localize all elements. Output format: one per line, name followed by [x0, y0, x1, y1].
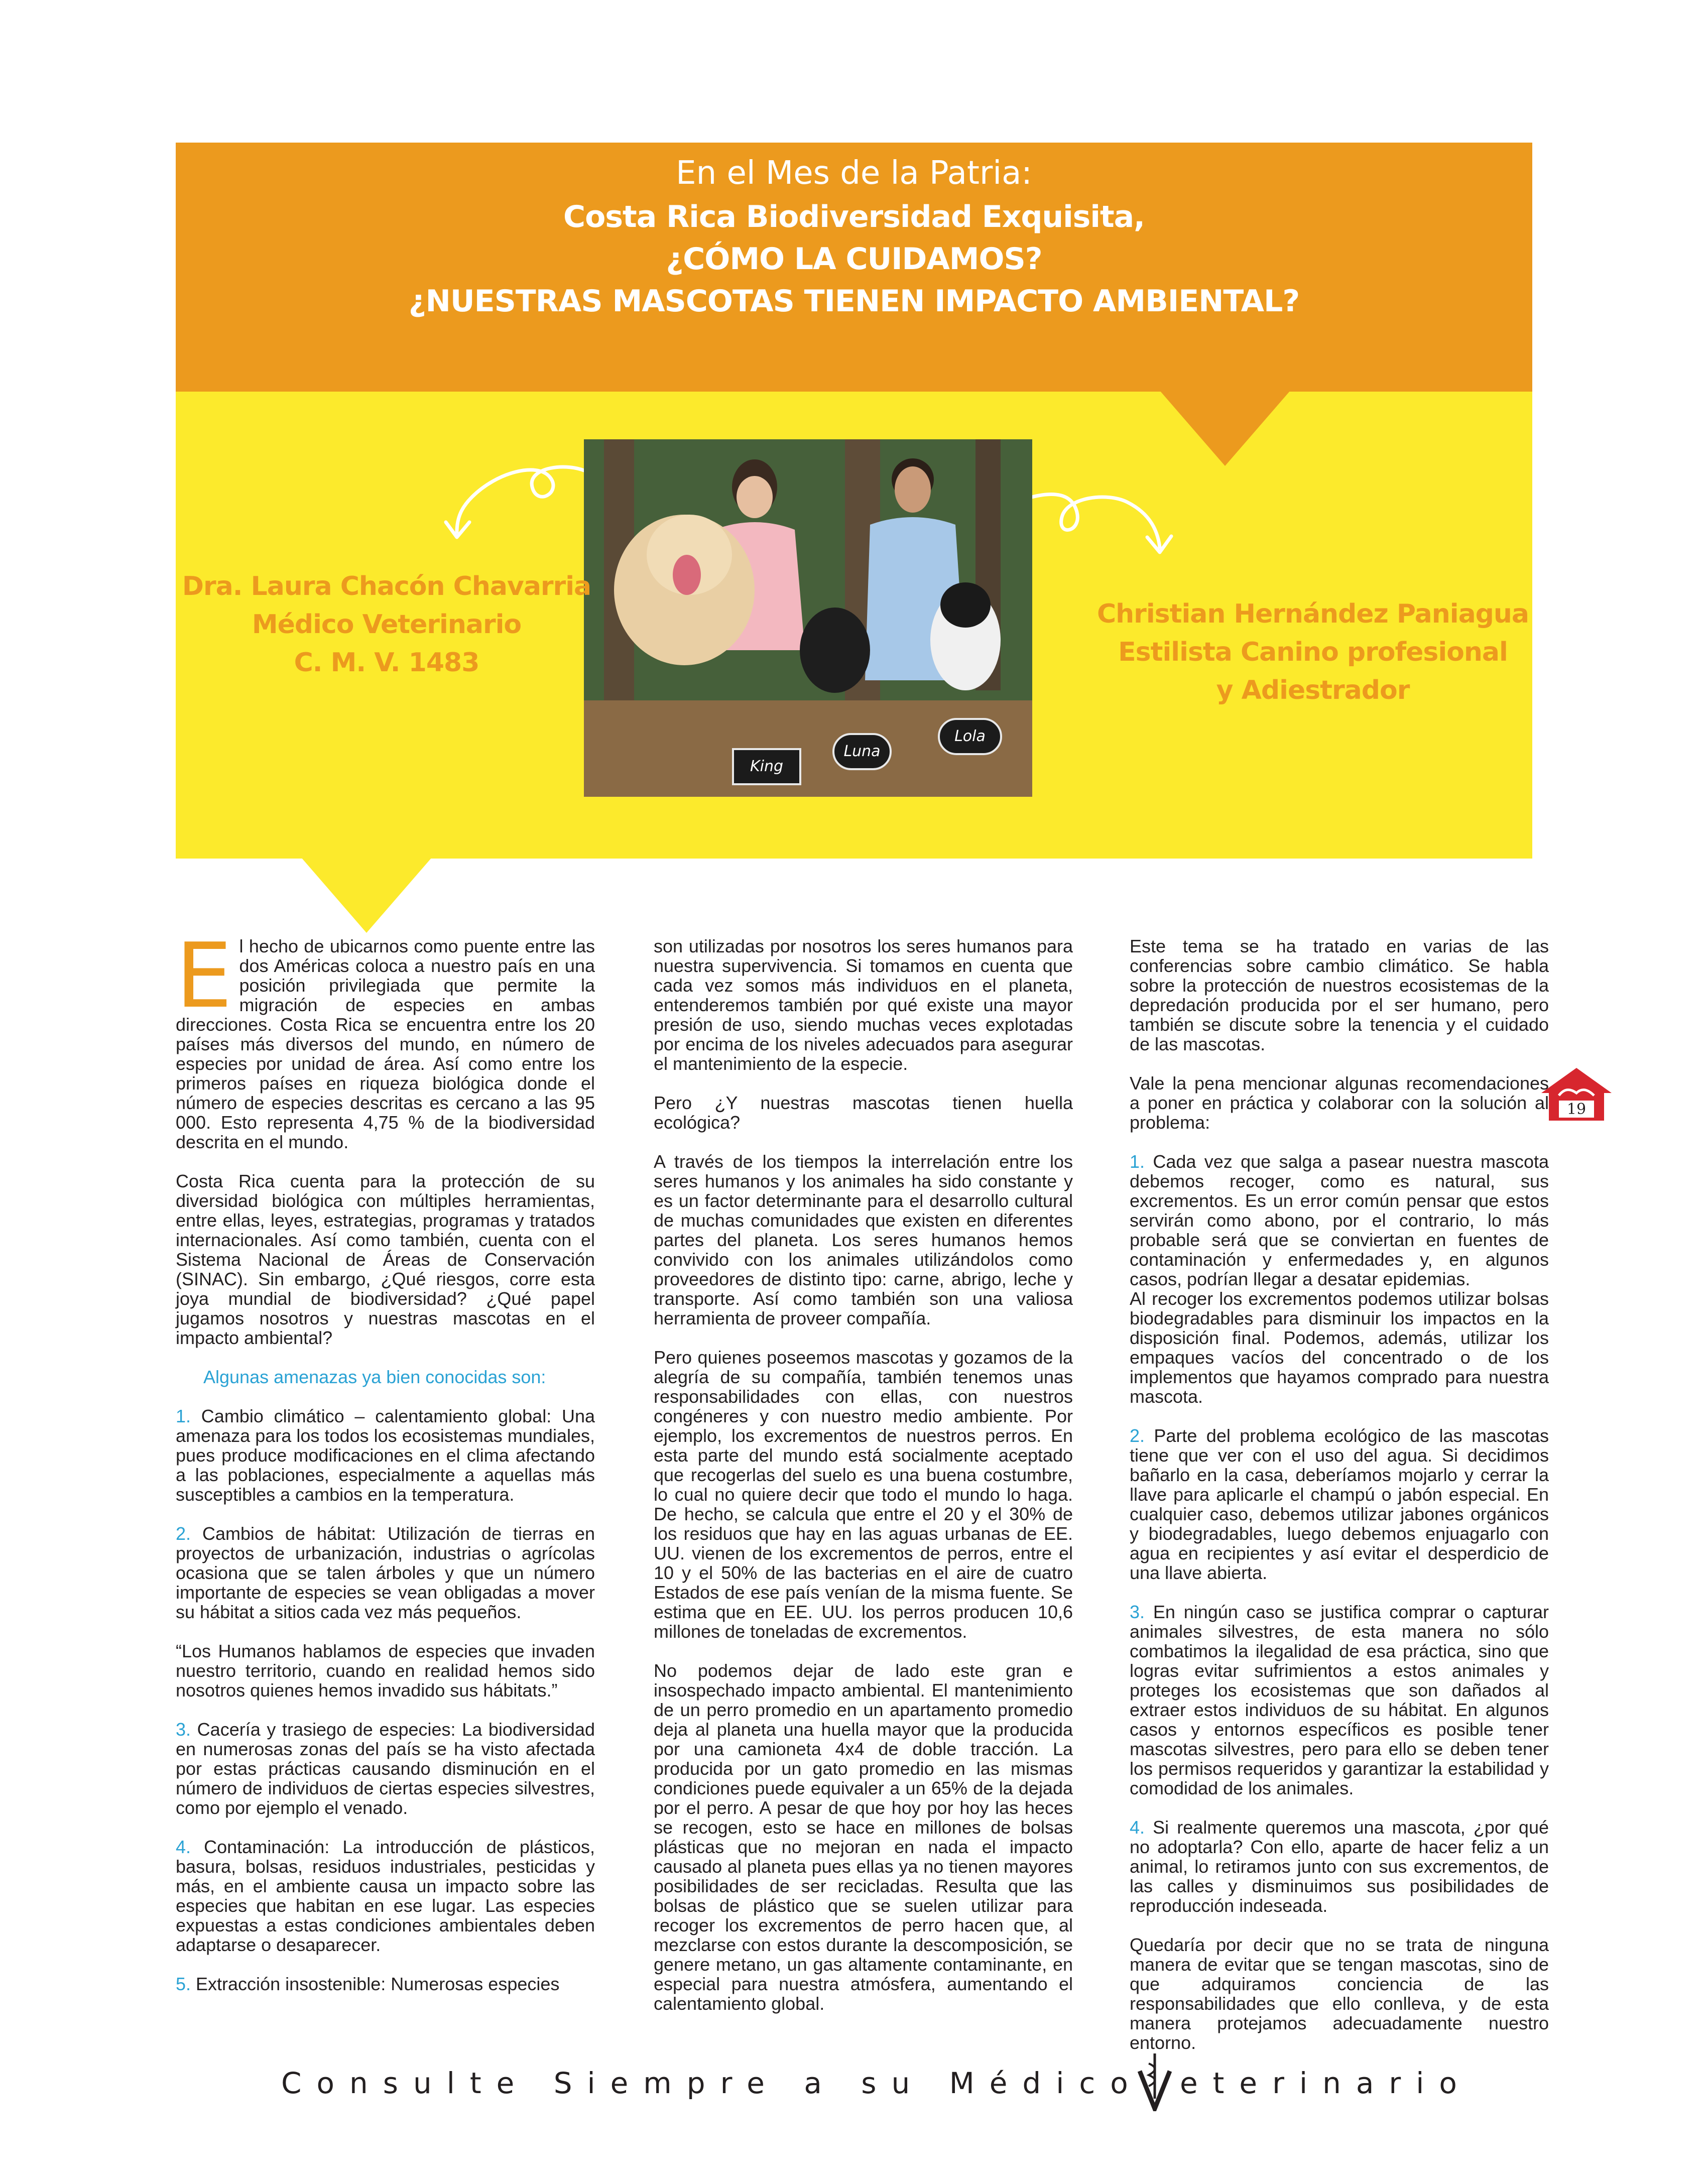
- paragraph: A través de los tiempos la interrelación entre los seres humanos y los animales ha sido constante y es un factor determinante para el desarrollo cultural de muchas comunidades que existen en diferentes partes del planeta. Los seres humanos hemos convivido con los animales utilizándolos como proveedores de distinto tipo: carne, abrigo, leche y transporte. Así como también son una valiosa herramienta de proveer compañía.: [654, 1151, 1073, 1328]
- title-line-3: ¿CÓMO LA CUIDAMOS?: [666, 241, 1042, 277]
- threat-item: 4. Contaminación: La introducción de plásticos, basura, bolsas, residuos industriales, pesticidas y más, en el ambiente causa un impacto sobre las especies que habitan en ese lugar. Las especies expuestas a estas condiciones ambientales deben adaptarse o desaparecer.: [176, 1837, 595, 1955]
- article-column-2: [654, 936, 1073, 2033]
- author-left: [176, 567, 597, 682]
- page-number: 19: [1566, 1101, 1587, 1118]
- threat-item: 5. Extracción insostenible: Numerosas especies: [176, 1974, 560, 1994]
- title-line-2: Costa Rica Biodiversidad Exquisita,: [563, 199, 1145, 234]
- author-right: [1079, 595, 1546, 709]
- recommendation-item: 2. Parte del problema ecológico de las mascotas tiene que ver con el uso del agua. Si decidimos bañarlo en la casa, deberíamos mojarlo y cerrar la llave para aplicarle el champú o jabón especial. En cualquier caso, debemos utilizar jabones orgánicos y biodegradables, luego debemos enjuagarlo con agua en recipientes y así evitar el desperdicio de una llave abierta.: [1130, 1425, 1549, 1583]
- recommendation-item: 1. Cada vez que salga a pasear nuestra mascota debemos recoger, como es natural, sus excrementos. Es un error común pensar que estos servirán como abono, por el contrario, lo más probable será que se conviertan en fuentes de contaminación y enfermedades y, en algunos casos, podrían llegar a desatar epidemias.: [1130, 1151, 1549, 1289]
- paragraph: El hecho de ubicarnos como puente entre las dos Américas coloca a nuestro país en una posición privilegiada que permite la migración de especies en ambas direcciones. Costa Rica se encuentra entre los 20 países más diversos del mundo, en número de especies por unidad de área. Así como entre los primeros países en riqueza biológica donde el número de especies descritas es cercano a las 95 000. Esto representa 4,75 % de la biodiversidad descrita en el mundo.: [176, 924, 595, 1152]
- title-line-4: ¿NUESTRAS MASCOTAS TIENEN IMPACTO AMBIENTAL?: [408, 284, 1300, 319]
- paragraph: No podemos dejar de lado este gran e insospechado impacto ambiental. El mantenimiento de un perro promedio en un apartamento promedio deja al planeta una huella mayor que la producida por una camioneta 4x4 de doble tracción. La producida por un gato promedio en las mismas condiciones puede equivaler a un 65% de la dejada por el perro. A pesar de que hoy por hoy las heces se recogen, esto se hace en millones de bolsas plásticas que no mejoran en nada el impacto causado al planeta pues ellas ya no tienen mayores posibilidades de ser recicladas. Resulta que las bolsas de plástico que se suelen utilizar para recoger los excrementos de perro hacen que, al mezclarse con estos durante la descomposición, se genere metano, un gas altamente contaminante, en especial para nuestra atmósfera, aumentando el calentamiento global.: [654, 1660, 1073, 2014]
- paragraph: Vale la pena mencionar algunas recomendaciones a poner en práctica y colaborar con la solución al problema:: [1130, 1073, 1549, 1133]
- article-title: [176, 151, 1532, 322]
- article-column-1: [176, 924, 595, 2013]
- authors-pointer: [301, 858, 432, 933]
- author-left-title: Médico Veterinario: [252, 610, 522, 640]
- veterinary-caduceus-v-icon: [1135, 2051, 1175, 2111]
- paragraph: Este tema se ha tratado en varias de las conferencias sobre cambio climático. Se habla sobre la protección de nuestros ecosistemas de la depredación producida por el ser humano, pero también se discute sobre la tenencia y el cuidado de las mascotas.: [1130, 936, 1549, 1054]
- dog-tag-king: King: [732, 748, 801, 785]
- left-swirl-arrow-icon: [442, 452, 592, 567]
- page-number-badge: [1536, 1065, 1617, 1126]
- header-pointer: [1160, 391, 1290, 466]
- article-column-3: [1130, 936, 1549, 2072]
- threat-item: 2. Cambios de hábitat: Utilización de tierras en proyectos de urbanización, industrias o agrícolas ocasiona que se talen árboles y que un número importante de especies se vean obligadas a mover su hábitat a sitios cada vez más pequeños.: [176, 1523, 595, 1622]
- dog-tag-luna: Luna: [832, 733, 892, 770]
- right-swirl-arrow-icon: [1027, 482, 1177, 597]
- authors-photo: [584, 439, 1032, 797]
- closing-paragraph: Quedaría por decir que no se trata de ninguna manera de evitar que se tengan mascotas, sino de que adquiramos conciencia de las responsabilidades que ello conlleva, y de esta manera protejamos adecuadamente nuestro entorno.: [1130, 1934, 1549, 2053]
- author-left-name: Dra. Laura Chacón Chavarria: [182, 571, 591, 601]
- title-line-1: En el Mes de la Patria:: [676, 155, 1032, 192]
- threat-item: 3. Cacería y trasiego de especies: La biodiversidad en numerosas zonas del país se ha visto afectada por estas prácticas causando disminución en el número de individuos de ciertas especies silvestres, como por ejemplo el venado.: [176, 1719, 595, 1818]
- author-right-title: Estilista Canino profesional: [1118, 637, 1508, 667]
- footer-text-1: Consulte Siempre a su Médico: [281, 2066, 1143, 2100]
- author-right-name: Christian Hernández Paniagua: [1097, 599, 1529, 629]
- footer-text-2: eterinario: [1180, 2066, 1472, 2100]
- author-right-title-2: y Adiestrador: [1216, 675, 1410, 705]
- recommendation-item-continued: Al recoger los excrementos podemos utilizar bolsas biodegradables para disminuir los impactos en la disposición final. Podemos, además, utilizar los empaques vacíos del concentrado o de los implementos que hayamos comprado para nuestra mascota.: [1130, 1288, 1549, 1407]
- footer-slogan: [281, 2066, 1476, 2100]
- paragraph: Costa Rica cuenta para la protección de su diversidad biológica con múltiples herramientas, entre ellas, leyes, estrategias, programas y tratados internacionales. Así como también, cuenta con el Sistema Nacional de Áreas de Conservación (SINAC). Sin embargo, ¿Qué riesgos, corre esta joya mundial de biodiversidad? ¿Qué papel jugamos nosotros y nuestras mascotas en el impacto ambiental?: [176, 1171, 595, 1348]
- recommendation-item: 3. En ningún caso se justifica comprar o capturar animales silvestres, de esta manera no sólo combatimos la ilegalidad de esa práctica, sino que logras evitar sufrimientos a estos animales y proteges los ecosistemas que son dañados al extraer estos individuos de su hábitat. En algunos casos y entornos específicos es posible tener mascotas silvestres, pero para ello se deben tener los permisos requeridos y garantizar la estabilidad y comodidad de los animales.: [1130, 1602, 1549, 1798]
- paragraph: Pero ¿Y nuestras mascotas tienen huella ecológica?: [654, 1093, 1073, 1133]
- threats-subheading: Algunas amenazas ya bien conocidas son:: [203, 1367, 546, 1387]
- dog-tag-lola: Lola: [938, 718, 1002, 755]
- quote: “Los Humanos hablamos de especies que invaden nuestro territorio, cuando en realidad hemos sido nosotros quienes hemos invadido sus hábitats.”: [176, 1641, 595, 1701]
- paragraph: son utilizadas por nosotros los seres humanos para nuestra supervivencia. Si tomamos en cuenta que cada vez somos más individuos en el planeta, entenderemos también por qué existe una mayor presión de uso, siendo muchas veces explotadas por encima de los niveles adecuados para asegurar el mantenimiento de la especie.: [654, 936, 1073, 1074]
- author-left-license: C. M. V. 1483: [294, 648, 479, 678]
- threat-item: 1. Cambio climático – calentamiento global: Una amenaza para los todos los ecosistemas mundiales, pues produce modificaciones en el clima afectando a las poblaciones, especialmente a aquellas más susceptibles a cambios en la temperatura.: [176, 1406, 595, 1505]
- drop-cap: E: [176, 924, 232, 1028]
- recommendation-item: 4. Si realmente queremos una mascota, ¿por qué no adoptarla? Con ello, aparte de hacer feliz a un animal, lo retiramos junto con sus excrementos, de las calles y disminuimos sus posibilidades de reproducción indeseada.: [1130, 1817, 1549, 1916]
- paragraph: Pero quienes poseemos mascotas y gozamos de la alegría de su compañía, también tenemos unas responsabilidades con ellas, con nuestros congéneres y con nuestro medio ambiente. Por ejemplo, los excrementos de nuestros perros. En esta parte del mundo está socialmente aceptado que recogerlas del suelo es una buena costumbre, lo cual no quiere decir que todo el mundo lo haga. De hecho, se calcula que entre el 20 y el 30% de los residuos que hay en las aguas urbanas de EE. UU. vienen de los excrementos de perros, entre el 10 y el 50% de las bacterias en el aire de cuatro Estados de ese país venían de la misma fuente. Se estima que en EE. UU. los perros producen 10,6 millones de toneladas de excrementos.: [654, 1347, 1073, 1642]
